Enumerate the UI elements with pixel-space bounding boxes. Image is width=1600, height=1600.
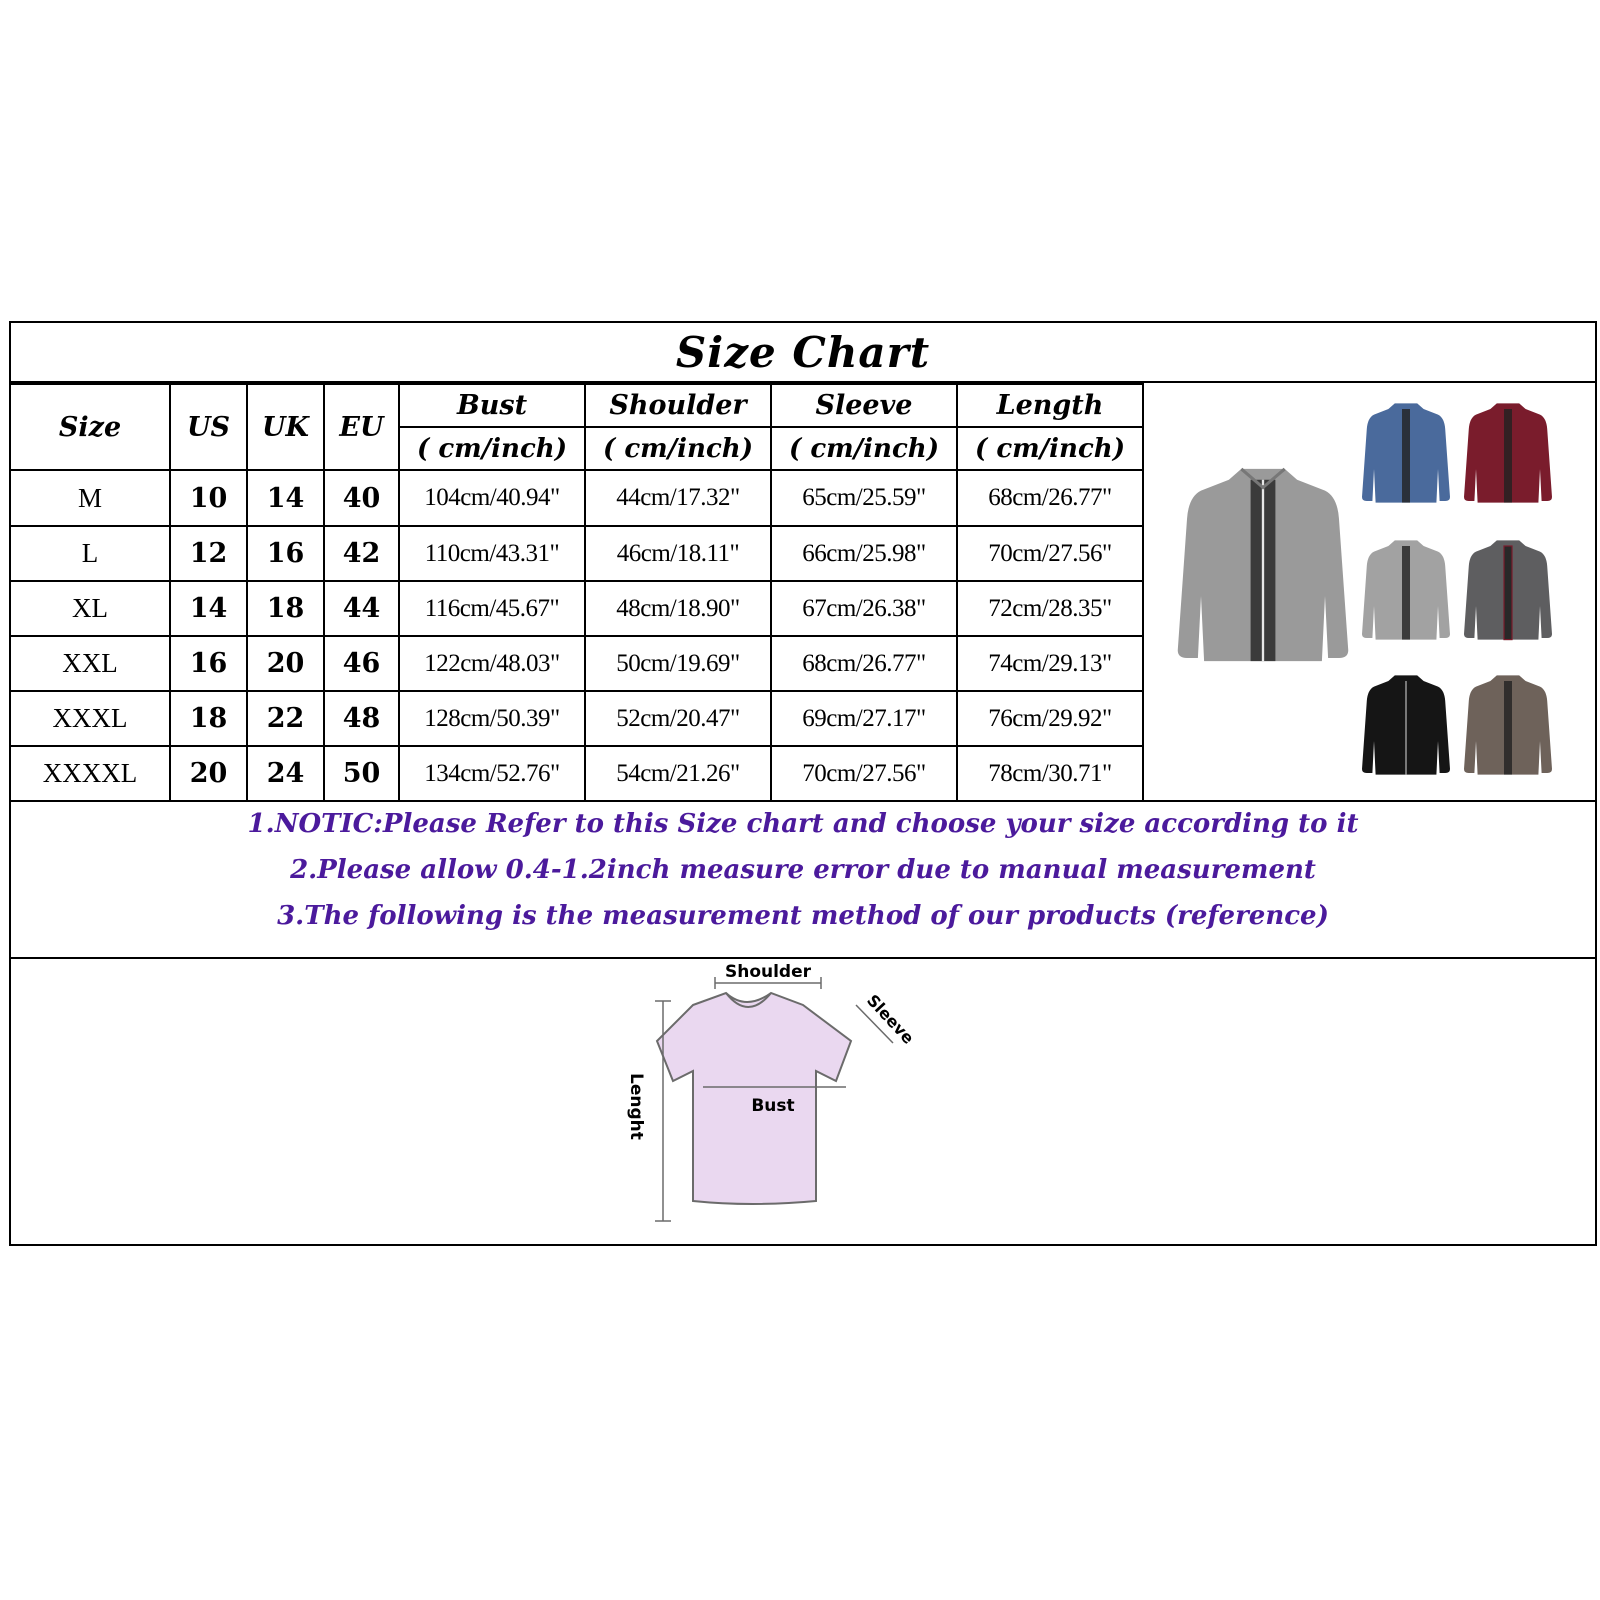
cell-length: 72cm/28.35" bbox=[957, 581, 1143, 636]
cell-size: XXXL bbox=[11, 691, 170, 746]
cell-uk: 14 bbox=[247, 470, 324, 526]
cell-size: M bbox=[11, 470, 170, 526]
cell-us: 20 bbox=[170, 746, 247, 801]
header-eu: EU bbox=[324, 384, 399, 470]
cell-eu: 50 bbox=[324, 746, 399, 801]
cell-bust: 134cm/52.76" bbox=[399, 746, 585, 801]
cell-bust: 116cm/45.67" bbox=[399, 581, 585, 636]
cell-uk: 18 bbox=[247, 581, 324, 636]
header-bust: Bust bbox=[399, 384, 585, 427]
size-chart-sheet bbox=[9, 321, 1597, 1246]
cell-uk: 20 bbox=[247, 636, 324, 691]
table-row bbox=[11, 636, 1143, 691]
header-row bbox=[11, 384, 1143, 427]
jacket-burgundy bbox=[1464, 403, 1552, 502]
table-row bbox=[11, 581, 1143, 636]
cell-sleeve: 68cm/26.77" bbox=[771, 636, 957, 691]
cell-sleeve: 69cm/27.17" bbox=[771, 691, 957, 746]
measurement-diagram bbox=[611, 963, 951, 1245]
cell-sleeve: 65cm/25.59" bbox=[771, 470, 957, 526]
cell-shoulder: 54cm/21.26" bbox=[585, 746, 771, 801]
cell-bust: 122cm/48.03" bbox=[399, 636, 585, 691]
header-uk: UK bbox=[247, 384, 324, 470]
cell-us: 14 bbox=[170, 581, 247, 636]
page-title: Size Chart bbox=[11, 323, 1595, 383]
unit-bust: ( cm/inch) bbox=[399, 427, 585, 470]
size-table bbox=[11, 383, 1144, 802]
cell-us: 18 bbox=[170, 691, 247, 746]
cell-size: L bbox=[11, 526, 170, 581]
cell-bust: 104cm/40.94" bbox=[399, 470, 585, 526]
table-row bbox=[11, 526, 1143, 581]
table-row bbox=[11, 470, 1143, 526]
cell-bust: 128cm/50.39" bbox=[399, 691, 585, 746]
header-size: Size bbox=[11, 384, 170, 470]
cell-eu: 40 bbox=[324, 470, 399, 526]
cell-length: 68cm/26.77" bbox=[957, 470, 1143, 526]
cell-eu: 46 bbox=[324, 636, 399, 691]
jacket-grey bbox=[1362, 540, 1450, 639]
cell-sleeve: 67cm/26.38" bbox=[771, 581, 957, 636]
cell-us: 10 bbox=[170, 470, 247, 526]
cell-us: 12 bbox=[170, 526, 247, 581]
cell-size: XXXXL bbox=[11, 746, 170, 801]
notes-section bbox=[11, 800, 1595, 959]
header-sleeve: Sleeve bbox=[771, 384, 957, 427]
unit-length: ( cm/inch) bbox=[957, 427, 1143, 470]
cell-length: 76cm/29.92" bbox=[957, 691, 1143, 746]
note-2: 2.Please allow 0.4-1.2inch measure error due to manual measurement bbox=[290, 855, 1316, 885]
cell-uk: 16 bbox=[247, 526, 324, 581]
header-us: US bbox=[170, 384, 247, 470]
unit-sleeve: ( cm/inch) bbox=[771, 427, 957, 470]
jacket-colors-gallery bbox=[1168, 385, 1593, 798]
jacket-blue bbox=[1362, 403, 1450, 502]
cell-bust: 110cm/43.31" bbox=[399, 526, 585, 581]
cell-us: 16 bbox=[170, 636, 247, 691]
header-shoulder: Shoulder bbox=[585, 384, 771, 427]
cell-size: XXL bbox=[11, 636, 170, 691]
cell-sleeve: 70cm/27.56" bbox=[771, 746, 957, 801]
cell-shoulder: 52cm/20.47" bbox=[585, 691, 771, 746]
jacket-black bbox=[1362, 675, 1450, 774]
sleeve-label: Sleeve bbox=[863, 990, 918, 1048]
cell-uk: 24 bbox=[247, 746, 324, 801]
cell-shoulder: 48cm/18.90" bbox=[585, 581, 771, 636]
bust-label: Bust bbox=[751, 1096, 795, 1116]
cell-uk: 22 bbox=[247, 691, 324, 746]
table-row bbox=[11, 691, 1143, 746]
cell-shoulder: 44cm/17.32" bbox=[585, 470, 771, 526]
jacket-light-grey-large bbox=[1178, 469, 1349, 661]
cell-length: 70cm/27.56" bbox=[957, 526, 1143, 581]
length-label: Lenght bbox=[626, 1073, 646, 1140]
cell-shoulder: 46cm/18.11" bbox=[585, 526, 771, 581]
note-3: 3.The following is the measurement method of our products (reference) bbox=[277, 901, 1329, 931]
cell-sleeve: 66cm/25.98" bbox=[771, 526, 957, 581]
note-1: 1.NOTIC:Please Refer to this Size chart and choose your size according to it bbox=[247, 809, 1359, 839]
table-row bbox=[11, 746, 1143, 801]
cell-eu: 42 bbox=[324, 526, 399, 581]
cell-eu: 48 bbox=[324, 691, 399, 746]
cell-shoulder: 50cm/19.69" bbox=[585, 636, 771, 691]
cell-length: 78cm/30.71" bbox=[957, 746, 1143, 801]
cell-eu: 44 bbox=[324, 581, 399, 636]
header-length: Length bbox=[957, 384, 1143, 427]
cell-length: 74cm/29.13" bbox=[957, 636, 1143, 691]
jacket-dark-grey bbox=[1464, 540, 1552, 639]
jacket-brown bbox=[1464, 675, 1552, 774]
unit-shoulder: ( cm/inch) bbox=[585, 427, 771, 470]
shoulder-label: Shoulder bbox=[724, 963, 812, 982]
cell-size: XL bbox=[11, 581, 170, 636]
